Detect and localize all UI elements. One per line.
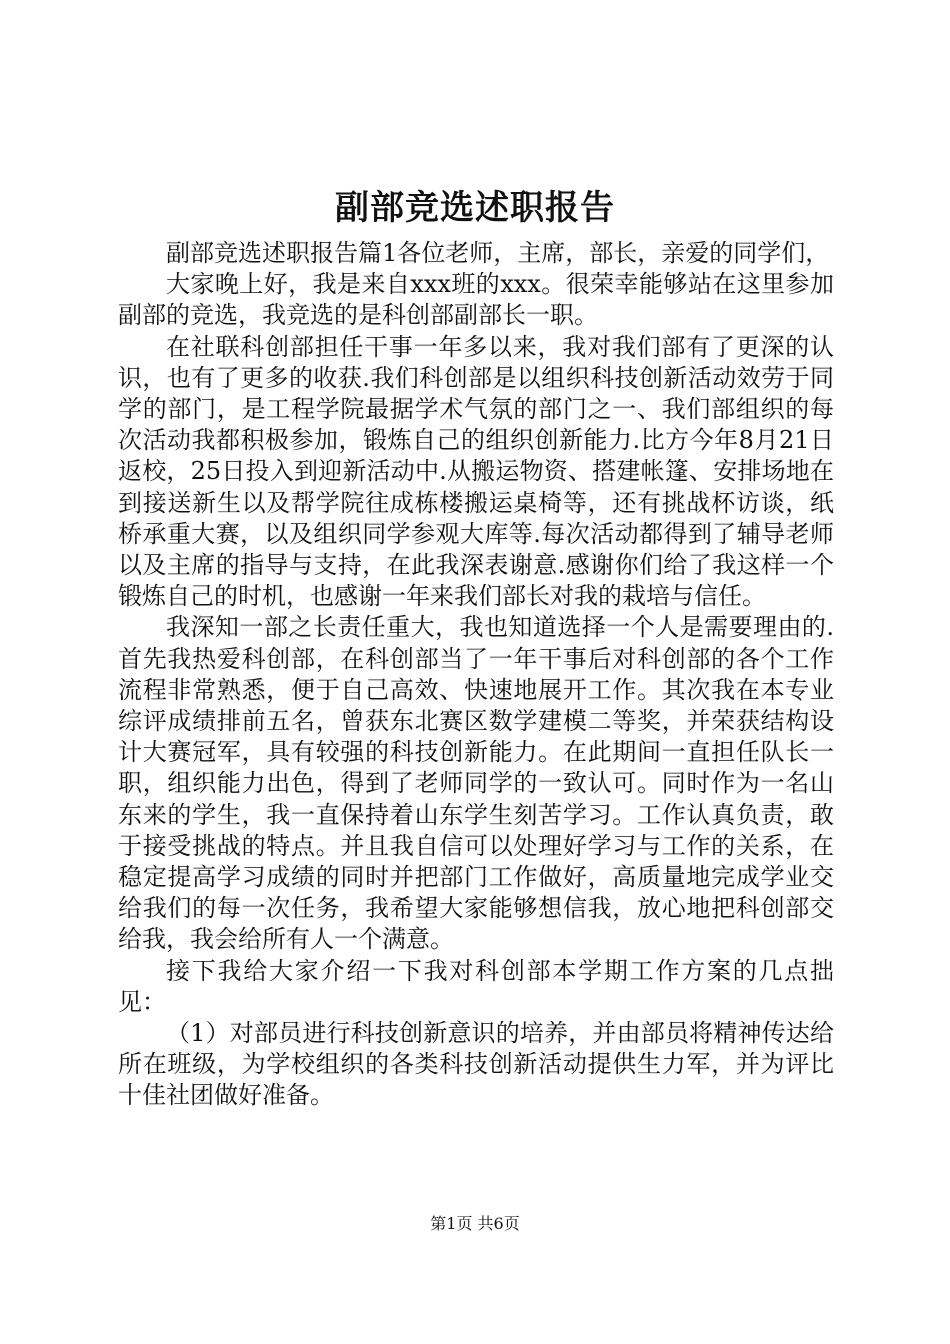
paragraph-salutation: 副部竞选述职报告篇1各位老师，主席，部长，亲爱的同学们， bbox=[166, 239, 830, 267]
document-title: 副部竞选述职报告 bbox=[335, 188, 615, 228]
paragraph-plan-intro: 接下我给大家介绍一下我对科创部本学期工作方案的几点拙见： bbox=[118, 956, 834, 1016]
paragraph-plan-item-1: （1）对部员进行科技创新意识的培养，并由部员将精神传达给所在班级，为学校组织的各类科技创新活动提供生力军，并为评比十佳社团做好准备。 bbox=[118, 1019, 834, 1110]
document-body bbox=[118, 238, 834, 1112]
page-number-footer: 第1页 共6页 bbox=[430, 1214, 520, 1233]
paragraph-qualifications: 我深知一部之长责任重大，我也知道选择一个人是需要理由的.首先我热爱科创部，在科创部当了一年干事后对科创部的各个工作流程非常熟悉，便于自己高效、快速地展开工作。其次我在本专业综评成绩排前五名，曾获东北赛区数学建模二等奖，并荣获结构设计大赛冠军，具有较强的科技创新能力。在此期间一直担任队长一职，组织能力出色，得到了老师同学的一致认可。同时作为一名山东来的学生，我一直保持着山东学生刻苦学习。工作认真负责，敢于接受挑战的特点。并且我自信可以处理好学习与工作的关系，在稳定提高学习成绩的同时并把部门工作做好，高质量地完成学业交给我们的每一次任务，我希望大家能够想信我，放心地把科创部交给我，我会给所有人一个满意。 bbox=[118, 613, 834, 954]
paragraph-greeting: 大家晚上好，我是来自xxx班的xxx。很荣幸能够站在这里参加副部的竞选，我竞选的是科创部副部长一职。 bbox=[118, 270, 834, 330]
paragraph-experience: 在社联科创部担任干事一年多以来，我对我们部有了更深的认识，也有了更多的收获.我们科创部是以组织科技创新活动效劳于同学的部门，是工程学院最据学术气氛的部门之一、我们部组织的每次活动我都积极参加，锻炼自己的组织创新能力.比方今年8月21日返校，25日投入到迎新活动中.从搬运物资、搭建帐篷、安排场地在到接送新生以及帮学院往成栋楼搬运桌椅等，还有挑战杯访谈，纸桥承重大赛，以及组织同学参观大库等.每次活动都得到了辅导老师以及主席的指导与支持，在此我深表谢意.感谢你们给了我这样一个锻炼自己的时机，也感谢一年来我们部长对我的栽培与信任。 bbox=[118, 332, 834, 611]
